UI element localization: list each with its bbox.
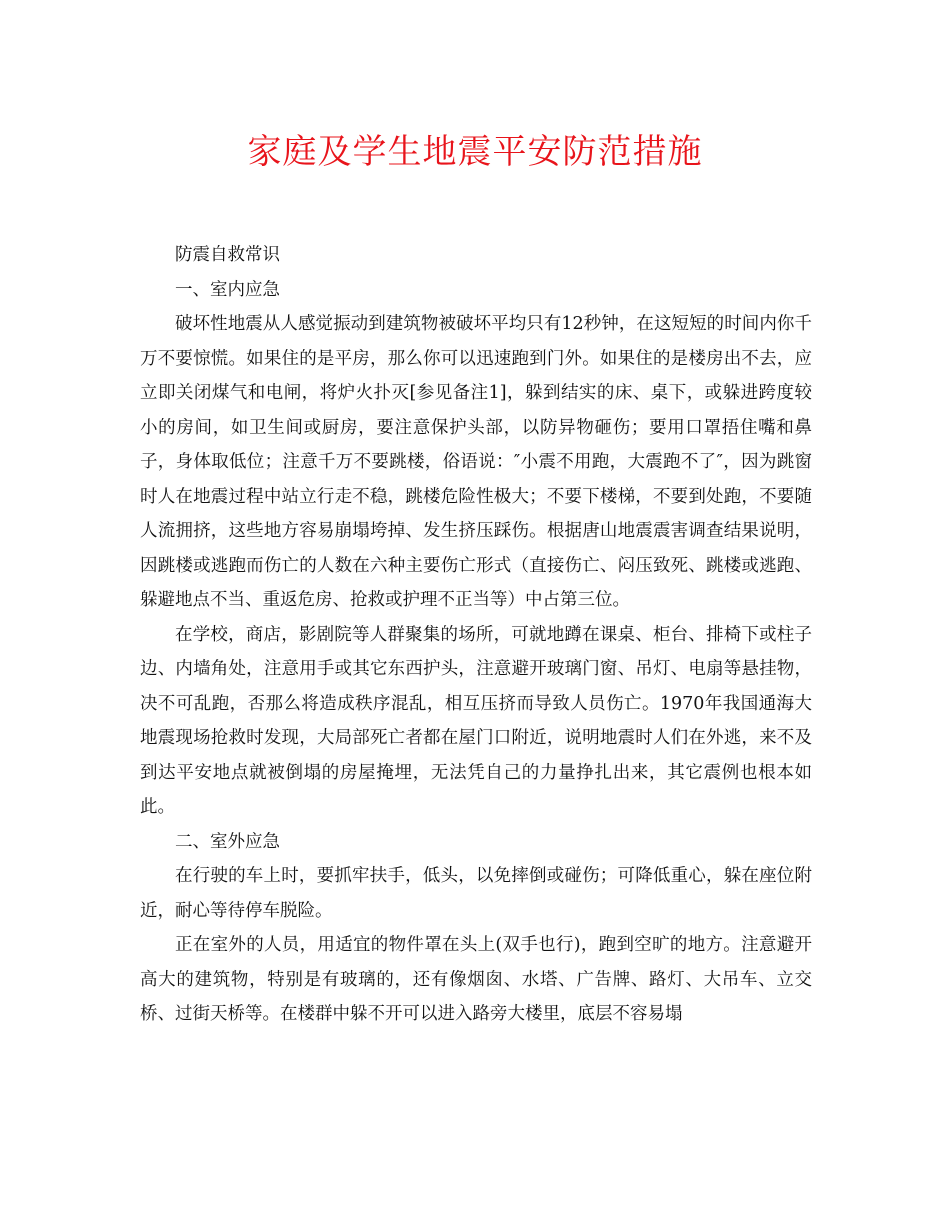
document-body xyxy=(140,238,812,1032)
paragraph-indoor-response: 破坏性地震从人感觉振动到建筑物被破坏平均只有12秒钟，在这短短的时间内你千万不要惊慌。如果住的是平房，那么你可以迅速跑到门外。如果住的是楼房出不去，应立即关闭煤气和电闸，将炉火扑灭[参见备注1]，躲到结实的床、桌下，或躲进跨度较小的房间，如卫生间或厨房，要注意保护头部，以防异物砸伤；要用口罩捂住嘴和鼻子，身体取低位；注意千万不要跳楼，俗语说：″小震不用跑，大震跑不了″，因为跳窗时人在地震过程中站立行走不稳，跳楼危险性极大；不要下楼梯，不要到处跑，不要随人流拥挤，这些地方容易崩塌垮掉、发生挤压踩伤。根据唐山地震震害调查结果说明，因跳楼或逃跑而伤亡的人数在六种主要伤亡形式（直接伤亡、闷压致死、跳楼或逃跑、躲避地点不当、重返危房、抢救或护理不正当等）中占第三位。 xyxy=(140,314,812,610)
section-heading-indoor: 一、室内应急 xyxy=(175,279,280,300)
section-heading-outdoor: 二、室外应急 xyxy=(175,831,280,852)
paragraph-in-vehicle: 在行驶的车上时，要抓牢扶手，低头，以免摔倒或碰伤；可降低重心，躲在座位附近，耐心等待停车脱险。 xyxy=(140,866,812,921)
document-title: 家庭及学生地震平安防范措施 xyxy=(247,132,703,172)
paragraph-crowded-places: 在学校，商店，影剧院等人群聚集的场所，可就地蹲在课桌、柜台、排椅下或柱子边、内墙角处，注意用手或其它东西护头，注意避开玻璃门窗、吊灯、电扇等悬挂物，决不可乱跑，否那么将造成秩序混乱，相互压挤而导致人员伤亡。1970年我国通海大地震现场抢救时发现，大局部死亡者都在屋门口附近，说明地震时人们在外逃，来不及到达平安地点就被倒塌的房屋掩埋，无法凭自己的力量挣扎出来，其它震例也根本如此。 xyxy=(140,624,812,817)
section-heading-selfrescue: 防震自救常识 xyxy=(175,245,280,265)
paragraph-outdoor-persons: 正在室外的人员，用适宜的物件罩在头上(双手也行)，跑到空旷的地方。注意避开高大的建筑物，特别是有玻璃的，还有像烟囱、水塔、广告牌、路灯、大吊车、立交桥、过街天桥等。在楼群中躲不开可以进入路旁大楼里，底层不容易塌 xyxy=(140,935,812,1024)
